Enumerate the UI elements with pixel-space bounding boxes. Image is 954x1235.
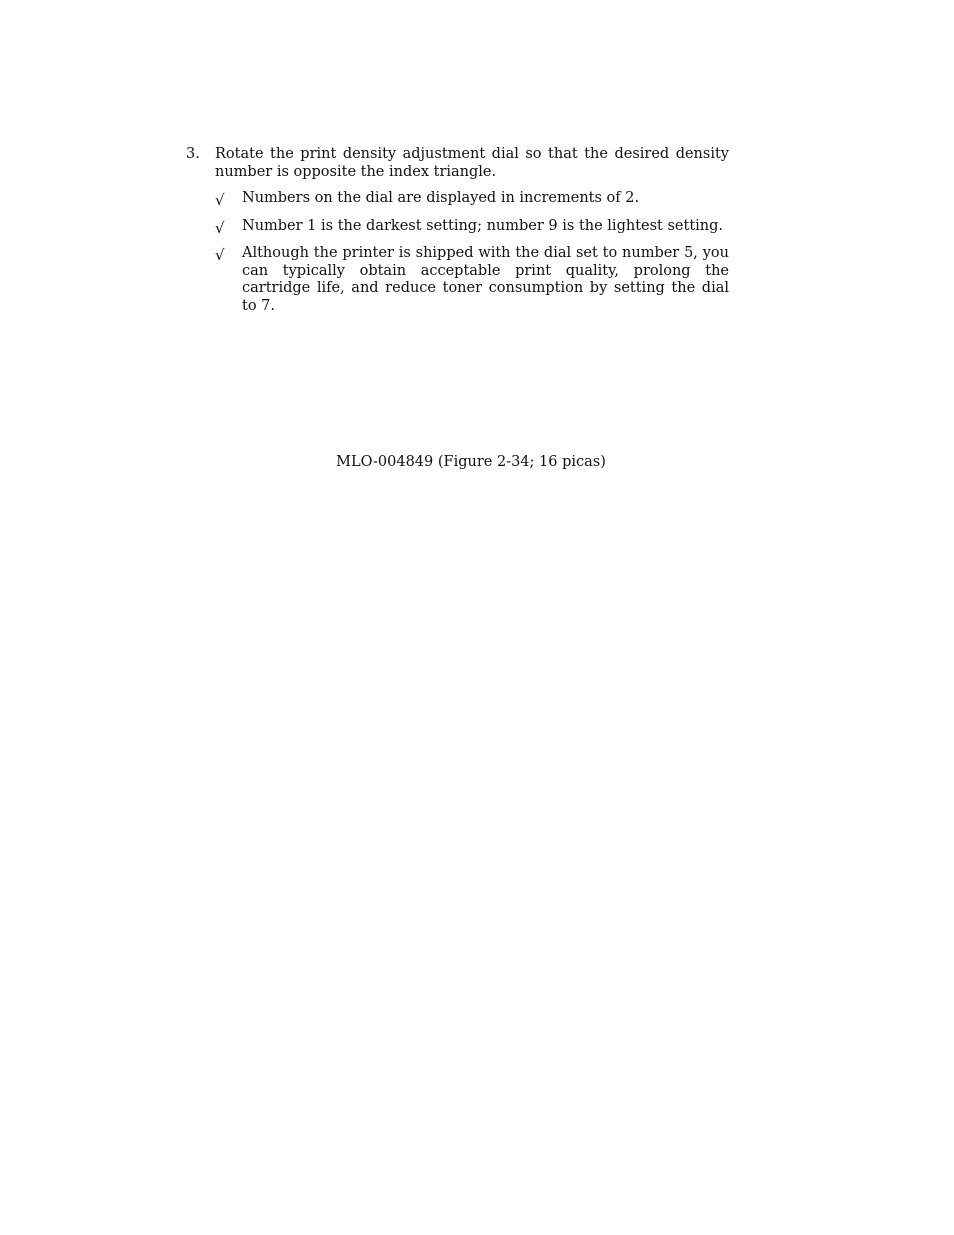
note-text: Although the printer is shipped with the dial set to number 5, you can typically obtain acceptable print quality, prolong the cartridge life, and reduce toner consumption by setting the dial to 7. <box>242 245 729 314</box>
note-item <box>215 218 729 236</box>
procedure-step-3 <box>186 146 729 325</box>
step-number: 3. <box>186 146 200 162</box>
check-mark-icon: √ <box>215 191 225 209</box>
step-row <box>186 146 729 181</box>
check-mark-icon: √ <box>215 246 225 264</box>
figure-caption: MLO-004849 (Figure 2-34; 16 picas) <box>336 454 606 470</box>
note-item <box>215 190 729 208</box>
note-text: Number 1 is the darkest setting; number 9 is the lightest setting. <box>242 217 724 234</box>
note-text: Numbers on the dial are displayed in increments of 2. <box>242 190 640 206</box>
note-item <box>215 245 729 315</box>
step-instruction: Rotate the print density adjustment dial so that the desired density number is opposite the index triangle. <box>215 146 729 180</box>
step-notes-list <box>215 190 729 315</box>
check-mark-icon: √ <box>215 218 225 237</box>
